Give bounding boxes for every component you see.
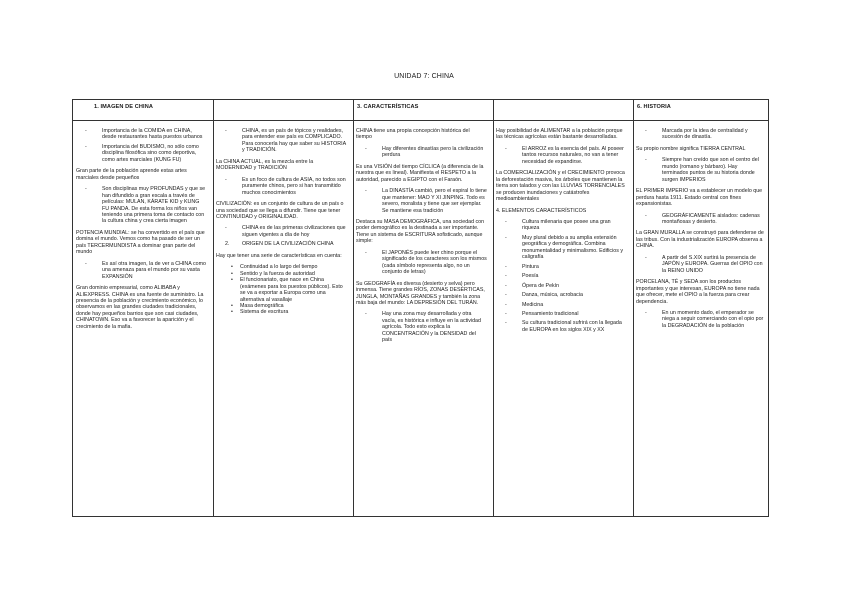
bullet-list xyxy=(636,157,765,183)
column-caracteristicas xyxy=(356,128,487,349)
bullet-list xyxy=(636,213,765,226)
column-civilizacion xyxy=(216,128,347,321)
header-divider xyxy=(73,120,768,121)
list-item: - Hay una zona muy desarrollada y otra vacía, es histórica e influye en la actividad agrícola. Todo esto explica la CONCENTRACIÓN y la DENSIDAD del país xyxy=(356,311,487,343)
paragraph: CIVILIZACIÓN: es un conjunto de cultura de un país o una sociedad que se llega a difundir. Tiene que tener CONTINUIDAD y ORIGINALIDAD. xyxy=(216,201,344,220)
paragraph: Hay que tener una serie de características en cuenta: xyxy=(216,252,342,259)
bullet-list xyxy=(636,255,765,274)
list-item: - En un momento dado, el emperador se niega a seguir comerciando con el opio por la DEGRADACIÓN de la población xyxy=(636,310,765,329)
list-item: - Siempre han creído que son el centro del mundo (romano y bárbaro). Hay terminados puntos de su historia donde surgen IMPERIOS xyxy=(636,157,765,183)
list-item: - El JAPONÉS puede leer chino porque el significado de los caracteres son los mismos (cada símbolo representa algo, no un conjunto de letras) xyxy=(356,250,487,276)
list-item: - Ópera de Pekín xyxy=(496,283,627,289)
bullet-list xyxy=(76,186,207,225)
bullet-list xyxy=(356,250,487,276)
bullet-list xyxy=(356,188,487,214)
list-item: - Su cultura tradicional sufrirá con la llegada de EUROPA en los siglos XIX y XX xyxy=(496,320,627,333)
column-divider xyxy=(633,100,634,516)
paragraph: EL PRIMER IMPERIO va a establecer un modelo que perdura hasta 1911. Estado central con fines expansionistas. xyxy=(636,188,763,208)
paragraph: Es una VISIÓN del tiempo CÍCLICA (a diferencia de la nuestra que es lineal). Manifiesta el RESPETO a la autoridad, parecido a EGIPTO con el Faraón. xyxy=(356,163,484,183)
paragraph: Destaca su MASA DEMOGRÁFICA, una sociedad con poder demográfico es la destinada a ser importante. Tiene un sistema de ESCRITURA sofisticado, aunque simple: xyxy=(356,218,485,245)
paragraph: Hay posibilidad de ALIMENTAR a la población porque las técnicas agrícolas están bastante desarrolladas. xyxy=(496,128,623,141)
column-divider xyxy=(213,100,214,516)
list-item: - Muy plural debido a su amplia extensión geográfica y demográfica. Combina monumentalidad y minimalismo. Edificios y caligrafía xyxy=(496,235,627,261)
header-imagen-de-china: 1. IMAGEN DE CHINA xyxy=(94,104,153,110)
paragraph: POTENCIA MUNDIAL: se ha convertido en el país que domina el mundo. Vemos como ha pasado de ser un país TERCERMUNDISTA a dominar gran parte del mundo xyxy=(76,229,205,256)
list-item: - A partir del S.XIX surtirá la presencia de JAPÓN y EUROPA. Guerras del OPIO con la REINO UNIDO xyxy=(636,255,765,274)
list-item: • Sentido y la fuerza de autoridad xyxy=(216,271,347,277)
list-item: - Son disciplinas muy PROFUNDAS y que se han difundido a gran escala a través de películas: MULAN, KÁRATE KID y KUNG FU PANDA. De esta forma los niños van teniendo una primera toma de contacto con la cultura china y crea cierta imagen xyxy=(76,186,207,225)
bullet-list xyxy=(356,146,487,159)
column-historia xyxy=(636,128,765,334)
column-elementos xyxy=(496,128,627,338)
bullet-list xyxy=(216,225,347,247)
bullet-list xyxy=(216,177,347,196)
bullet-list xyxy=(76,128,207,163)
bullet-list xyxy=(496,219,627,333)
bullet-list xyxy=(636,310,765,329)
list-item: - Medicina xyxy=(496,302,627,308)
list-item: - GEOGRÁFICAMENTE aislados: cadenas montañosas y desierto. xyxy=(636,213,765,226)
list-item: - Es un foco de cultura de ASIA, no todos son puramente chinos, pero si han transmitido muchos conocimientos xyxy=(216,177,347,196)
list-item: • Sistema de escritura xyxy=(216,309,347,315)
list-item: - Poesía xyxy=(496,273,627,279)
paragraph: PORCELANA, TÉ y SEDA son los productos importantes y que interesan, EUROPA no tiene nada que ofrecer, mete el OPIO a la fuerza para crear dependencia. xyxy=(636,279,760,305)
paragraph: CHINA tiene una propia concepción histórica del tiempo xyxy=(356,128,470,141)
column-divider xyxy=(493,100,494,516)
document-title: UNIDAD 7: CHINA xyxy=(394,73,454,80)
paragraph: Gran dominio empresarial, como ALIBABA y ALIEXPRESS. CHINA es una fuente de suministro. La presencia de la población y crecimiento económico, lo observamos en las grandes ciudades tradicionales, donde hay pequeños barrios que son casi ciudades, CHINATOWN. Eso va a favorecer la aparición y el crecimiento de la mafia. xyxy=(76,285,204,330)
paragraph: Su GEOGRAFÍA es diversa (desierto y selva) pero inmensa. Tiene grandes RÍOS, ZONAS DESÉRTICAS, JUNGLA, MONTAÑAS GRANDES y también la zona más baja del mundo: LA DEPRESIÓN DEL TURÁN. xyxy=(356,280,485,306)
list-item: - Importancia de la COMIDA en CHINA, desde restaurantes hasta puestos urbanos xyxy=(76,128,207,141)
paragraph: La CHINA ACTUAL, es la mezcla entre la MODERNIDAD y TRADICIÓN xyxy=(216,158,314,172)
paragraph: 4. ELEMENTOS CARACTERÍSTICOS xyxy=(496,207,587,214)
header-historia: 6. HISTORIA xyxy=(637,104,671,110)
list-item: • El funcionariato, que nace en China (exámenes para los puestos públicos). Esto se va a exportar a Europa como una alternativa al vasallaje xyxy=(216,277,347,303)
bullet-list xyxy=(216,264,347,316)
bullet-list xyxy=(76,261,207,280)
column-divider xyxy=(353,100,354,516)
list-item: • Continuidad a lo largo del tiempo xyxy=(216,264,347,270)
list-item: - CHINA, es un país de tópicos y realidades, para entender ese país es COMPLICADO. Para conocerla hay que saber su HISTORIA y TRADICIÓN. xyxy=(216,128,347,154)
list-item: - La DINASTÍA cambió, pero el espiral lo tiene que mantener: MAO Y XI JINPING. Todo es severo, moralista y tiene que ser ejemplar. Se mantiene esa tradición xyxy=(356,188,487,214)
bullet-list xyxy=(216,128,347,154)
list-item: • Masa demográfica xyxy=(216,303,347,309)
list-item: - El ARROZ es la esencia del país. Al poseer tantos recursos naturales, no van a tener necesidad de expandirse. xyxy=(496,146,627,165)
paragraph: Gran parte de la población aprende estas artes marciales desde pequeños xyxy=(76,168,187,181)
bullet-list xyxy=(356,311,487,343)
bullet-list xyxy=(636,128,765,141)
paragraph: La GRAN MURALLA se construyó para defenderse de las tribus. Con la industrialización EUROPA observa a CHINA. xyxy=(636,230,764,250)
list-item: - Importancia del BUDISMO, no sólo como disciplina filosófica sino como deportiva, como artes marciales (KUNG FU) xyxy=(76,144,207,163)
paragraph: Su propio nombre significa TIERRA CENTRAL xyxy=(636,145,746,152)
list-item: - Cultura milenaria que posee una gran riqueza xyxy=(496,219,627,232)
header-caracteristicas: 3. CARACTERÍSTICAS xyxy=(357,104,419,110)
list-item: - Pensamiento tradicional xyxy=(496,311,627,317)
list-item: - Danza, música, acrobacia xyxy=(496,292,627,298)
list-item: - Marcada por la idea de centralidad y sucesión de dinastía. xyxy=(636,128,765,141)
column-imagen-de-china xyxy=(76,128,207,335)
paragraph: La COMERCIALIZACIÓN y el CRECIMIENTO provoca la deforestación masiva, los árboles que mantienen la tierra son talados y con las LLUVIAS TORRENCIALES se producen inundaciones y catástrofes medioambientales xyxy=(496,170,625,203)
list-item: - Pintura xyxy=(496,264,627,270)
list-item: 2. ORIGEN DE LA CIVILIZACIÓN CHINA xyxy=(216,241,347,247)
list-item: - CHINA es de las primeras civilizaciones que siguen vigentes a día de hoy xyxy=(216,225,347,238)
list-item: - Hay diferentes dinastías pero la civilización perdura xyxy=(356,146,487,159)
bullet-list xyxy=(496,146,627,165)
list-item: - Es así otra imagen, la de ver a CHINA como una amenaza para el mundo por su vasta EXPANSIÓN xyxy=(76,261,207,280)
